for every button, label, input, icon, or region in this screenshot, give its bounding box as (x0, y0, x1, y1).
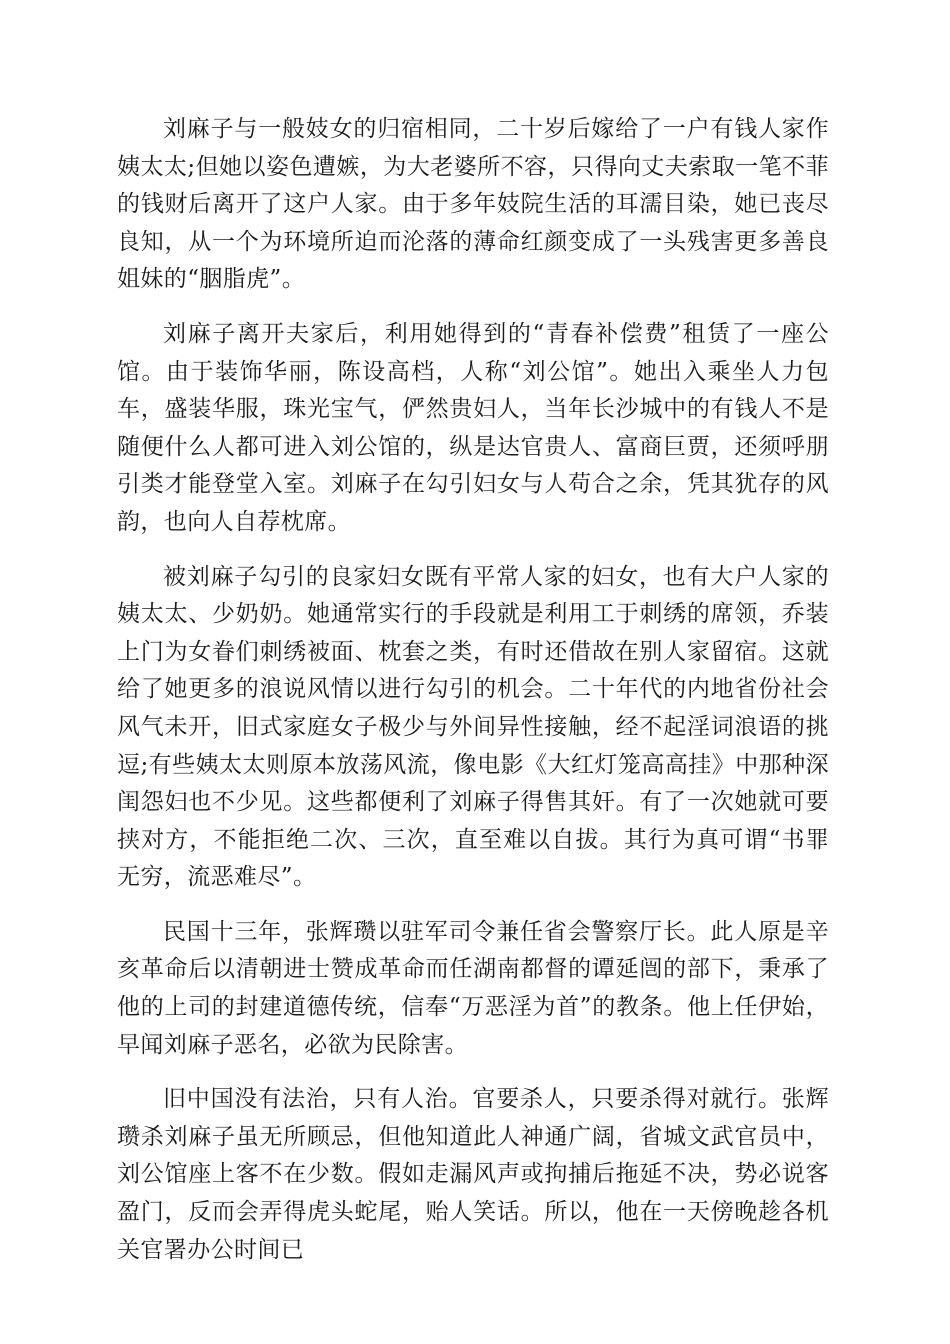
paragraph-3: 被刘麻子勾引的良家妇女既有平常人家的妇女，也有大户人家的姨太太、少奶奶。她通常实行的手段就是利用工于刺绣的席领，乔装上门为女眷们刺绣被面、枕套之类，有时还借故在别人家留宿。这就给了她更多的浪说风情以进行勾引的机会。二十年代的内地省份社会风气未开，旧式家庭女子极少与外间异性接触，经不起淫词浪语的挑逗;有些姨太太则原本放荡风流，像电影《大红灯笼高高挂》中那种深闺怨妇也不少见。这些都便利了刘麻子得售其奸。有了一次她就可要挟对方，不能拒绝二次、三次，直至难以自拔。其行为真可谓“书罪无穷，流恶难尽”。 (117, 563, 829, 891)
paragraph-2: 刘麻子离开夫家后，利用她得到的“青春补偿费”租赁了一座公馆。由于装饰华丽，陈设高档，人称“刘公馆”。她出入乘坐人力包车，盛装华服，珠光宝气，俨然贵妇人，当年长沙城中的有钱人不是随便什么人都可进入刘公馆的，纵是达官贵人、富商巨贾，还须呼朋引类才能登堂入室。刘麻子在勾引妇女与人苟合之余，凭其犹存的风韵，也向人自荐枕席。 (117, 320, 829, 535)
paragraph-4: 民国十三年，张辉瓒以驻军司令兼任省会警察厅长。此人原是辛亥革命后以清朝进士赞成革命而任湖南都督的谭延闿的部下，秉承了他的上司的封建道德传统，信奉“万恶淫为首”的教条。他上任伊始，早闻刘麻子恶名，必欲为民除害。 (117, 918, 829, 1058)
body-text (117, 111, 829, 1286)
paragraph-1: 刘麻子与一般妓女的归宿相同，二十岁后嫁给了一户有钱人家作姨太太;但她以姿色遭嫉，为大老婆所不容，只得向丈夫索取一笔不菲的钱财后离开了这户人家。由于多年妓院生活的耳濡目染，她已丧尽良知，从一个为环境所迫而沦落的薄命红颜变成了一头残害更多善良姐妹的“胭脂虎”。 (117, 116, 829, 293)
paragraph-5: 旧中国没有法治，只有人治。官要杀人，只要杀得对就行。张辉瓒杀刘麻子虽无所顾忌，但他知道此人神通广阔，省城文武官员中，刘公馆座上客不在少数。假如走漏风声或拘捕后拖延不决，势必说客盈门，反而会弄得虎头蛇尾，贻人笑话。所以，他在一天傍晚趁各机关官署办公时间已 (117, 1086, 829, 1263)
